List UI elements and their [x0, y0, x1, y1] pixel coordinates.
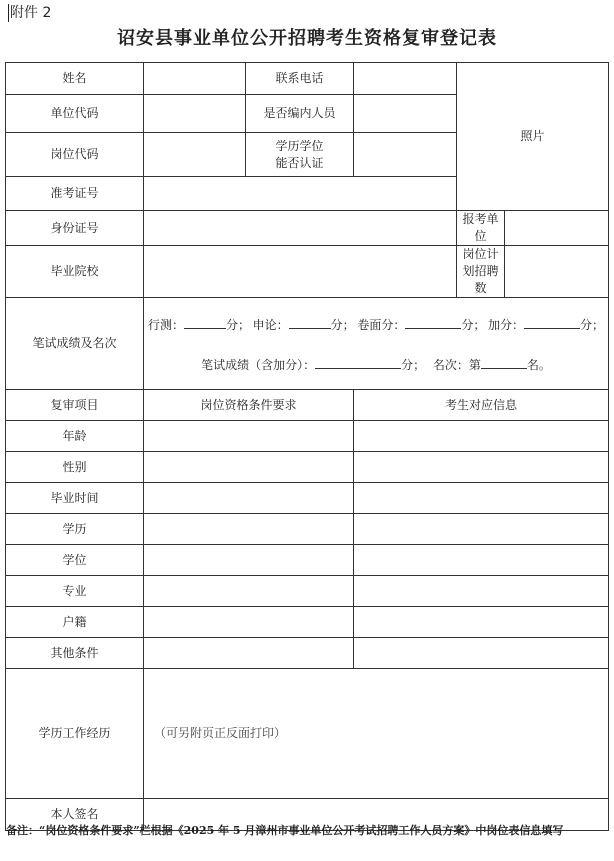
aptitude-label: 行测： — [148, 317, 185, 332]
bonus-label: 加分： — [487, 317, 524, 332]
phone-label: 联系电话 — [246, 63, 354, 95]
post-code-label: 岗位代码 — [6, 133, 144, 177]
bonus-blank[interactable] — [524, 316, 580, 329]
review-item-label: 户籍 — [6, 607, 144, 638]
review-item-label: 专业 — [6, 576, 144, 607]
review-item-label: 其他条件 — [6, 638, 144, 669]
review-info-field[interactable] — [354, 638, 609, 669]
ticket-no-label: 准考证号 — [6, 177, 144, 211]
phone-field[interactable] — [354, 63, 457, 95]
page-title: 诏安县事业单位公开招聘考生资格复审登记表 — [117, 28, 497, 49]
degree-cert-line2: 能否认证 — [275, 155, 324, 170]
review-req-field[interactable] — [144, 638, 354, 669]
apply-unit-label: 报考单位 — [457, 211, 505, 246]
total-unit: 分； — [401, 357, 426, 372]
degree-cert-line1: 学历学位 — [275, 138, 324, 153]
written-score-box — [144, 298, 609, 390]
plan-count-field[interactable] — [505, 246, 609, 298]
review-req-field[interactable] — [144, 545, 354, 576]
footnote: 备注：“岗位资格条件要求”栏根据《2025 年 5 月漳州市事业单位公开考试招聘工作人员方案》中岗位表信息填写 — [6, 824, 564, 837]
review-item-label: 毕业时间 — [6, 483, 144, 514]
photo-cell[interactable] — [457, 63, 609, 211]
name-label: 姓名 — [6, 63, 144, 95]
experience-label: 学历工作经历 — [6, 669, 144, 799]
review-req-field[interactable] — [144, 607, 354, 638]
review-info-field[interactable] — [354, 421, 609, 452]
review-info-field[interactable] — [354, 607, 609, 638]
ticket-no-field[interactable] — [144, 177, 457, 211]
review-item-label: 年龄 — [6, 421, 144, 452]
unit-code-label: 单位代码 — [6, 95, 144, 133]
essay-label: 申论： — [252, 317, 289, 332]
written-score-label: 笔试成绩及名次 — [6, 298, 144, 390]
apply-unit-field[interactable] — [505, 211, 609, 246]
review-info-header: 考生对应信息 — [354, 390, 609, 421]
registration-form — [5, 62, 609, 831]
review-item-label: 学历 — [6, 514, 144, 545]
essay-blank[interactable] — [289, 316, 331, 329]
review-info-field[interactable] — [354, 576, 609, 607]
bonus-unit: 分； — [579, 317, 604, 332]
review-req-field[interactable] — [144, 576, 354, 607]
rank-blank[interactable] — [481, 356, 527, 369]
in-staff-label: 是否编内人员 — [246, 95, 354, 133]
review-req-header: 岗位资格条件要求 — [144, 390, 354, 421]
id-no-field[interactable] — [144, 211, 457, 246]
total-blank[interactable] — [315, 356, 401, 369]
name-field[interactable] — [144, 63, 246, 95]
signature-label: 本人签名 — [6, 799, 144, 831]
unit-code-field[interactable] — [144, 95, 246, 133]
review-item-label: 学位 — [6, 545, 144, 576]
plan-count-label: 岗位计划招聘数 — [457, 246, 505, 298]
annex-label: 附件 2 — [10, 5, 52, 21]
review-info-field[interactable] — [354, 483, 609, 514]
review-req-field[interactable] — [144, 483, 354, 514]
rank-end: 名。 — [526, 357, 551, 372]
review-item-header: 复审项目 — [6, 390, 144, 421]
school-label: 毕业院校 — [6, 246, 144, 298]
review-req-field[interactable] — [144, 514, 354, 545]
post-code-field[interactable] — [144, 133, 246, 177]
review-req-field[interactable] — [144, 452, 354, 483]
paper-label: 卷面分： — [357, 317, 406, 332]
in-staff-field[interactable] — [354, 95, 457, 133]
school-field[interactable] — [144, 246, 457, 298]
rank-label: 名次：第 — [432, 357, 481, 372]
review-info-field[interactable] — [354, 514, 609, 545]
review-info-field[interactable] — [354, 545, 609, 576]
paper-unit: 分； — [461, 317, 486, 332]
id-no-label: 身份证号 — [6, 211, 144, 246]
review-item-label: 性别 — [6, 452, 144, 483]
essay-unit: 分； — [330, 317, 355, 332]
total-label: 笔试成绩（含加分）： — [201, 357, 316, 372]
experience-hint: （可另附页正反面打印） — [154, 726, 287, 740]
paper-blank[interactable] — [405, 316, 461, 329]
review-req-field[interactable] — [144, 421, 354, 452]
degree-cert-field[interactable] — [354, 133, 457, 177]
experience-field[interactable] — [144, 669, 609, 799]
aptitude-unit: 分； — [226, 317, 251, 332]
review-info-field[interactable] — [354, 452, 609, 483]
photo-label: 照片 — [520, 129, 545, 143]
aptitude-blank[interactable] — [184, 316, 226, 329]
degree-cert-label — [246, 133, 354, 177]
